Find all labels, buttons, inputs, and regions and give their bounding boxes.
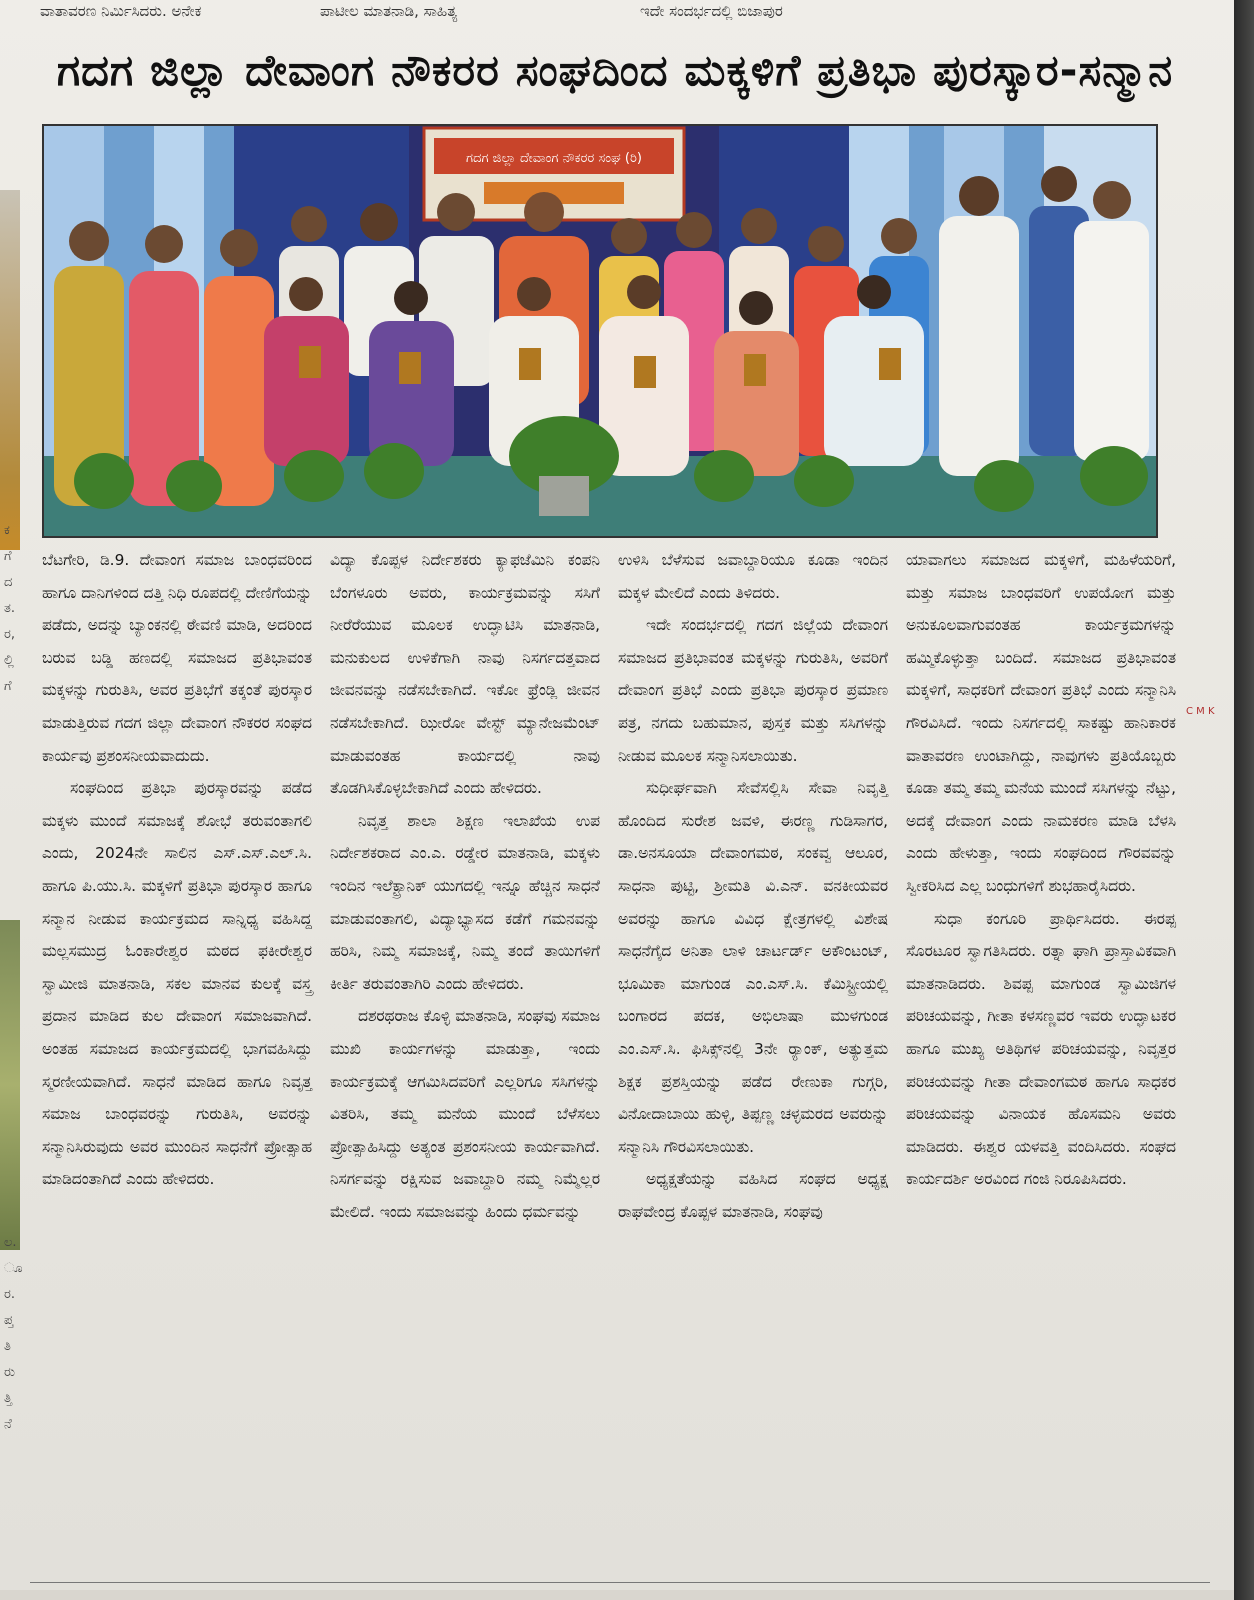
person — [939, 216, 1019, 476]
awardee — [369, 321, 454, 466]
sapling — [694, 450, 754, 502]
article-body — [42, 544, 1182, 1574]
person-head — [394, 281, 428, 315]
previous-article-strip — [0, 0, 1234, 26]
plaque — [879, 348, 901, 380]
awardee — [264, 316, 349, 466]
plant-pot — [539, 476, 589, 516]
group-photo — [42, 124, 1158, 538]
page-edge-shadow — [1234, 0, 1254, 1600]
paragraph: ವಿದ್ಯಾ ಕೊಪ್ಪಳ ನಿರ್ದೇಶಕರು ಕ್ಯಾಫಜೆಮಿನಿ ಕಂಪನಿ ಬೆಂಗಳೂರು ಅವರು, ಕಾರ್ಯಕ್ರಮವನ್ನು ಸಸಿಗೆ ನೀರೆರೆಯುವ ಮೂಲಕ ಉದ್ಘಾಟಿಸಿ ಮಾತನಾಡಿ, ಮನುಕುಲದ ಉಳಿಕೆಗಾಗಿ ನಾವು ನಿಸರ್ಗದತ್ತವಾದ ಜೀವನವನ್ನು ನಡೆಸಬೇಕಾಗಿದೆ. ಇಕೋ ಫ್ರೆಂಡ್ಲಿ ಜೀವನ ನಡೆಸಬೇಕಾಗಿದೆ. ಝೀರೋ ವೇಸ್ಟ್ ಮ್ಯಾನೇಜಮೆಂಟ್ ಮಾಡುವಂತಹ ಕಾರ್ಯದಲ್ಲಿ ನಾವು ತೊಡಗಿಸಿಕೊಳ್ಳಬೇಕಾಗಿದೆ ಎಂದು ಹೇಳಿದರು. — [330, 551, 600, 798]
group-photo-illustration — [44, 126, 1156, 536]
person — [1074, 221, 1149, 461]
margin-fragment: ತ್ತಿ — [4, 1391, 12, 1406]
print-registration-mark: C M K — [1186, 706, 1215, 717]
paragraph: ಸುಧೀರ್ಘವಾಗಿ ಸೇವೆಸಲ್ಲಿಸಿ ಸೇವಾ ನಿವೃತ್ತಿ ಹೊಂದಿದ ಸುರೇಶ ಜವಳಿ, ಈರಣ್ಣ ಗುಡಿಸಾಗರ, ಡಾ.ಅನಸೂಯಾ ದೇವಾಂಗಮಠ, ಸಂಕವ್ವ ಆಲೂರ, ಸಾಧನಾ ಪುಟ್ಟಿ, ಶ್ರೀಮತಿ ವಿ.ಎನ್. ವನಕೀಯವರ ಅವರನ್ನು ಹಾಗೂ ವಿವಿಧ ಕ್ಷೇತ್ರಗಳಲ್ಲಿ ವಿಶೇಷ ಸಾಧನೆಗೈದ ಅನಿತಾ ಲಾಳಿ ಚಾರ್ಟರ್ಡ್ ಅಕೌಂಟಂಟ್, ಭೂಮಿಕಾ ಮಾಗುಂಡ ಎಂ.ಎಸ್.ಸಿ. ಕೆಮಿಸ್ಟ್ರೀಯಲ್ಲಿ ಬಂಗಾರದ ಪದಕ, ಅಭಿಲಾಷಾ ಮುಳಗುಂಡ ಎಂ.ಎಸ್.ಸಿ. ಫಿಸಿಕ್ಸ್‌ನಲ್ಲಿ 3ನೇ ರ್‍ಯಾಂಕ್, ಅತ್ಯುತ್ತಮ ಶಿಕ್ಷಕ ಪ್ರಶಸ್ತಿಯನ್ನು ಪಡೆದ ರೇಣುಕಾ ಗುಗ್ಗರಿ, ವಿನೋದಾಬಾಯಿ ಹುಳ್ಳಿ, ತಿಪ್ಪಣ್ಣ ಚಳ್ಳಮರದ ಅವರುನ್ನು ಸನ್ಮಾನಿಸಿ ಗೌರವಿಸಲಾಯಿತು. — [618, 779, 888, 1156]
margin-fragment: ತಿ — [4, 1339, 11, 1354]
article-column-4 — [906, 544, 1176, 1196]
paragraph: ದಶರಥರಾಜ ಕೊಳ್ಳಿ ಮಾತನಾಡಿ, ಸಂಘವು ಸಮಾಜ ಮುಖಿ ಕಾರ್ಯಗಳನ್ನು ಮಾಡುತ್ತಾ, ಇಂದು ಕಾರ್ಯಕ್ರಮಕ್ಕೆ ಆಗಮಿಸಿದವರಿಗೆ ಎಲ್ಲರಿಗೂ ಸಸಿಗಳನ್ನು ವಿತರಿಸಿ, ತಮ್ಮ ಮನೆಯ ಮುಂದೆ ಬೆಳೆಸಲು ಪ್ರೋತ್ಸಾಹಿಸಿದ್ದು ಅತ್ಯಂತ ಪ್ರಶಂಸನೀಯ ಕಾರ್ಯವಾಗಿದೆ. ನಿಸರ್ಗವನ್ನು ರಕ್ಷಿಸುವ ಜವಾಬ್ದಾರಿ ನಮ್ಮ ನಿಮ್ಮೆಲ್ಲರ ಮೇಲಿದೆ. ಇಂದು ಸಮಾಜವನ್ನು ಹಿಂದು ಧರ್ಮವನ್ನು — [330, 1007, 600, 1221]
person-head — [524, 192, 564, 232]
person-head — [1093, 181, 1131, 219]
paragraph: ನಿವೃತ್ತ ಶಾಲಾ ಶಿಕ್ಷಣ ಇಲಾಖೆಯ ಉಪ ನಿರ್ದೇಶಕರಾದ ಎಂ.ಎ. ರಡ್ಡೇರ ಮಾತನಾಡಿ, ಮಕ್ಕಳು ಇಂದಿನ ಇಲೆಕ್ಟ್ರಾನಿಕ್ ಯುಗದಲ್ಲಿ ಇನ್ನೂ ಹೆಚ್ಚಿನ ಸಾಧನೆ ಮಾಡುವಂತಾಗಲಿ, ವಿದ್ಯಾಭ್ಯಾಸದ ಕಡೆಗೆ ಗಮನವನ್ನು ಹರಿಸಿ, ನಿಮ್ಮ ಸಮಾಜಕ್ಕೆ, ನಿಮ್ಮ ತಂದೆ ತಾಯಿಗಳಿಗೆ ಕೀರ್ತಿ ತರುವಂತಾಗಿರಿ ಎಂದು ಹೇಳಿದರು. — [330, 811, 600, 993]
person-head — [1041, 166, 1077, 202]
margin-fragment: ಲ್ಲಿ — [4, 653, 14, 668]
plaque — [399, 352, 421, 384]
person-head — [857, 275, 891, 309]
sapling — [364, 443, 424, 499]
article-headline: ಗದಗ ಜಿಲ್ಲಾ ದೇವಾಂಗ ನೌಕರರ ಸಂಘದಿಂದ ಮಕ್ಕಳಿಗೆ ಪ್ರತಿಭಾ ಪುರಸ್ಕಾರ-ಸನ್ಮಾನ — [56, 46, 1174, 96]
margin-text-upper — [0, 518, 15, 700]
awardee — [824, 316, 924, 466]
strip-text-left: ವಾತಾವರಣ ನಿರ್ಮಿಸಿದರು. ಅನೇಕ — [40, 2, 202, 20]
paragraph: ಯಾವಾಗಲು ಸಮಾಜದ ಮಕ್ಕಳಿಗೆ, ಮಹಿಳೆಯರಿಗೆ, ಮತ್ತು ಸಮಾಜ ಬಾಂಧವರಿಗೆ ಉಪಯೋಗ ಮತ್ತು ಅನುಕೂಲವಾಗುವಂತಹ ಕಾರ್ಯಕ್ರಮಗಳನ್ನು ಹಮ್ಮಿಕೊಳ್ಳುತ್ತಾ ಬಂದಿದೆ. ಸಮಾಜದ ಪ್ರತಿಭಾವಂತ ಮಕ್ಕಳಿಗೆ, ಸಾಧಕರಿಗೆ ದೇವಾಂಗ ಪ್ರತಿಭೆ ಎಂದು ಸನ್ಮಾನಿಸಿ ಗೌರವಿಸಿದೆ. ಇಂದು ನಿಸರ್ಗದಲ್ಲಿ ಸಾಕಷ್ಟು ಹಾನಿಕಾರಕ ವಾತಾವರಣ ಉಂಟಾಗಿದ್ದು, ನಾವುಗಳು ಪ್ರತಿಯೊಬ್ಬರು ಕೂಡಾ ತಮ್ಮ ತಮ್ಮ ಮನೆಯ ಮುಂದೆ ಸಸಿಗಳನ್ನು ನೆಟ್ಟು, ಅದಕ್ಕೆ ದೇವಾಂಗ ಎಂದು ನಾಮಕರಣ ಮಾಡಿ ಬೆಳಸಿ ಎಂದು ಹೇಳುತ್ತಾ, ಇಂದು ಸಂಘದಿಂದ ಗೌರವವನ್ನು ಸ್ವೀಕರಿಸಿದ ಎಲ್ಲ ಬಂಧುಗಳಿಗೆ ಶುಭಹಾರೈಸಿದರು. — [906, 551, 1176, 895]
margin-fragment: ದ — [4, 575, 13, 590]
person-head — [881, 218, 917, 254]
person-head — [676, 212, 712, 248]
margin-fragment: ನೆ — [4, 1417, 12, 1432]
article-column-1 — [42, 544, 312, 1196]
paragraph: ಉಳಿಸಿ ಬೆಳೆಸುವ ಜವಾಬ್ದಾರಿಯೂ ಕೂಡಾ ಇಂದಿನ ಮಕ್ಕಳ ಮೇಲಿದೆ ಎಂದು ತಿಳಿದರು. — [618, 551, 888, 602]
plaque — [299, 346, 321, 378]
margin-photo-bottom — [0, 920, 20, 1250]
margin-fragment: ರ, — [4, 627, 16, 642]
person-head — [739, 291, 773, 325]
margin-fragment: ರು — [4, 1365, 16, 1380]
sapling — [284, 450, 344, 502]
person-head — [741, 208, 777, 244]
paragraph: ಇದೇ ಸಂದರ್ಭದಲ್ಲಿ ಗದಗ ಜಿಲ್ಲೆಯ ದೇವಾಂಗ ಸಮಾಜದ ಪ್ರತಿಭಾವಂತ ಮಕ್ಕಳನ್ನು ಗುರುತಿಸಿ, ಅವರಿಗೆ ದೇವಾಂಗ ಪ್ರತಿಭೆ ಎಂದು ಪ್ರತಿಭಾ ಪುರಸ್ಕಾರ ಪ್ರಮಾಣ ಪತ್ರ, ನಗದು ಬಹುಮಾನ, ಪುಸ್ತಕ ಮತ್ತು ಸಸಿಗಳನ್ನು ನೀಡುವ ಮೂಲಕ ಸನ್ಮಾನಿಸಲಾಯಿತು. — [618, 616, 888, 765]
margin-photo-top — [0, 190, 20, 550]
person-head — [145, 225, 183, 263]
bottom-rule — [30, 1582, 1210, 1583]
person-head — [291, 206, 327, 242]
margin-fragment: ಕ — [4, 523, 10, 538]
article-column-3 — [618, 544, 888, 1228]
left-margin-column — [0, 40, 26, 1580]
person-head — [360, 203, 398, 241]
margin-fragment: ಗೆ — [4, 549, 12, 564]
margin-fragment: ೂ — [4, 1261, 23, 1276]
plaque — [744, 354, 766, 386]
paragraph: ಸಂಘದಿಂದ ಪ್ರತಿಭಾ ಪುರಸ್ಕಾರವನ್ನು ಪಡೆದ ಮಕ್ಕಳು ಮುಂದೆ ಸಮಾಜಕ್ಕೆ ಶೋಭೆ ತರುವಂತಾಗಲಿ ಎಂದು, 2024ನೇ ಸಾಲಿನ ಎಸ್.ಎಸ್.ಎಲ್.ಸಿ. ಹಾಗೂ ಪಿ.ಯು.ಸಿ. ಮಕ್ಕಳಿಗೆ ಪ್ರತಿಭಾ ಪುರಸ್ಕಾರ ಹಾಗೂ ಸನ್ಮಾನ ನೀಡುವ ಕಾರ್ಯಕ್ರಮದ ಸಾನ್ನಿಧ್ಯ ವಹಿಸಿದ್ದ ಮಲ್ಲಸಮುದ್ರ ಓಂಕಾರೇಶ್ವರ ಮಠದ ಫಕೀರೇಶ್ವರ ಸ್ವಾಮೀಜಿ ಮಾತನಾಡಿ, ಸಕಲ ಮಾನವ ಕುಲಕ್ಕೆ ವಸ್ತ್ರ ಪ್ರದಾನ ಮಾಡಿದ ಕುಲ ದೇವಾಂಗ ಸಮಾಜವಾಗಿದೆ. ಅಂತಹ ಸಮಾಜದ ಕಾರ್ಯಕ್ರಮದಲ್ಲಿ ಭಾಗವಹಿಸಿದ್ದು ಸ್ಮರಣೀಯವಾಗಿದೆ. ಸಾಧನೆ ಮಾಡಿದ ಹಾಗೂ ನಿವೃತ್ತ ಸಮಾಜ ಬಾಂಧವರನ್ನು ಗುರುತಿಸಿ, ಅವರನ್ನು ಸನ್ಮಾನಿಸಿರುವುದು ಅವರ ಮುಂದಿನ ಸಾಧನೆಗೆ ಪ್ರೋತ್ಸಾಹ ಮಾಡಿದಂತಾಗಿದೆ ಎಂದು ಹೇಳಿದರು. — [42, 779, 312, 1189]
paragraph: ಬೆಟಗೇರಿ, ಡಿ.9. ದೇವಾಂಗ ಸಮಾಜ ಬಾಂಧವರಿಂದ ಹಾಗೂ ದಾನಿಗಳಿಂದ ದತ್ತಿ ನಿಧಿ ರೂಪದಲ್ಲಿ ದೇಣಿಗೆಯನ್ನು ಪಡೆದು, ಅದನ್ನು ಬ್ಯಾಂಕನಲ್ಲಿ ಠೇವಣಿ ಮಾಡಿ, ಅದರಿಂದ ಬರುವ ಬಡ್ಡಿ ಹಣದಲ್ಲಿ ಸಮಾಜದ ಪ್ರತಿಭಾವಂತ ಮಕ್ಕಳನ್ನು ಗುರುತಿಸಿ, ಅವರ ಪ್ರತಿಭೆಗೆ ತಕ್ಕಂತೆ ಪುರಸ್ಕಾರ ಮಾಡುತ್ತಿರುವ ಗದಗ ಜಿಲ್ಲಾ ದೇವಾಂಗ ನೌಕರರ ಸಂಘದ ಕಾರ್ಯವು ಪ್ರಶಂಸನೀಯವಾದುದು. — [42, 551, 312, 765]
sapling — [166, 460, 222, 512]
person-head — [289, 277, 323, 311]
article-column-2 — [330, 544, 600, 1228]
paragraph: ಅಧ್ಯಕ್ಷತೆಯನ್ನು ವಹಿಸಿದ ಸಂಘದ ಅಧ್ಯಕ್ಷ ರಾಘವೇಂದ್ರ ಕೊಪ್ಪಳ ಮಾತನಾಡಿ, ಸಂಘವು — [618, 1170, 888, 1221]
sapling — [794, 455, 854, 507]
person-head — [517, 277, 551, 311]
margin-text-lower — [0, 1230, 23, 1438]
margin-fragment: ಪ್ತ — [4, 1313, 14, 1328]
plaque — [634, 356, 656, 388]
person-head — [220, 229, 258, 267]
paragraph: ಸುಧಾ ಕಂಗೂರಿ ಪ್ರಾರ್ಥಿಸಿದರು. ಈರಪ್ಪ ಸೊರಟೂರ ಸ್ವಾಗತಿಸಿದರು. ರತ್ನಾ ಘಾಗಿ ಪ್ರಾಸ್ತಾವಿಕವಾಗಿ ಮಾತನಾಡಿದರು. ಶಿವಪ್ಪ ಮಾಗುಂಡ ಸ್ವಾಮಿಜಿಗಳ ಪರಿಚಯವನ್ನು, ಗೀತಾ ಕಳಸಣ್ಣವರ ಇವರು ಉದ್ಘಾಟಕರ ಹಾಗೂ ಮುಖ್ಯ ಅತಿಥಿಗಳ ಪರಿಚಯವನ್ನು, ನಿವೃತ್ತರ ಪರಿಚಯವನ್ನು ಗೀತಾ ದೇವಾಂಗಮಠ ಹಾಗೂ ಸಾಧಕರ ಪರಿಚಯವನ್ನು ವಿನಾಯಕ ಹೊಸಮನಿ ಅವರು ಮಾಡಿದರು. ಈಶ್ವರ ಯಳವತ್ತಿ ವಂದಿಸಿದರು. ಸಂಘದ ಕಾರ್ಯದರ್ಶಿ ಅರವಿಂದ ಗಂಜಿ ನಿರೂಪಿಸಿದರು. — [906, 909, 1176, 1189]
banner-text: ಗದಗ ಜಿಲ್ಲಾ ದೇವಾಂಗ ನೌಕರರ ಸಂಘ (ರಿ) — [466, 151, 642, 166]
person-head — [69, 221, 109, 261]
plaque — [519, 348, 541, 380]
person-head — [611, 218, 647, 254]
margin-fragment: ಲ. — [4, 1235, 17, 1250]
person-head — [808, 226, 844, 262]
strip-text-middle: ಪಾಟೀಲ ಮಾತನಾಡಿ, ಸಾಹಿತ್ಯ — [320, 2, 458, 20]
person-head — [959, 176, 999, 216]
person-head — [627, 275, 661, 309]
sapling — [1080, 446, 1148, 506]
margin-fragment: ರ. — [4, 1287, 16, 1302]
strip-text-right: ಇದೇ ಸಂದರ್ಭದಲ್ಲಿ ಬಿಜಾಪುರ — [640, 2, 783, 20]
person-head — [437, 193, 475, 231]
sapling — [74, 453, 134, 509]
margin-fragment: ಗೆ — [4, 679, 12, 694]
sapling — [974, 460, 1034, 512]
margin-fragment: ತ. — [4, 601, 16, 616]
